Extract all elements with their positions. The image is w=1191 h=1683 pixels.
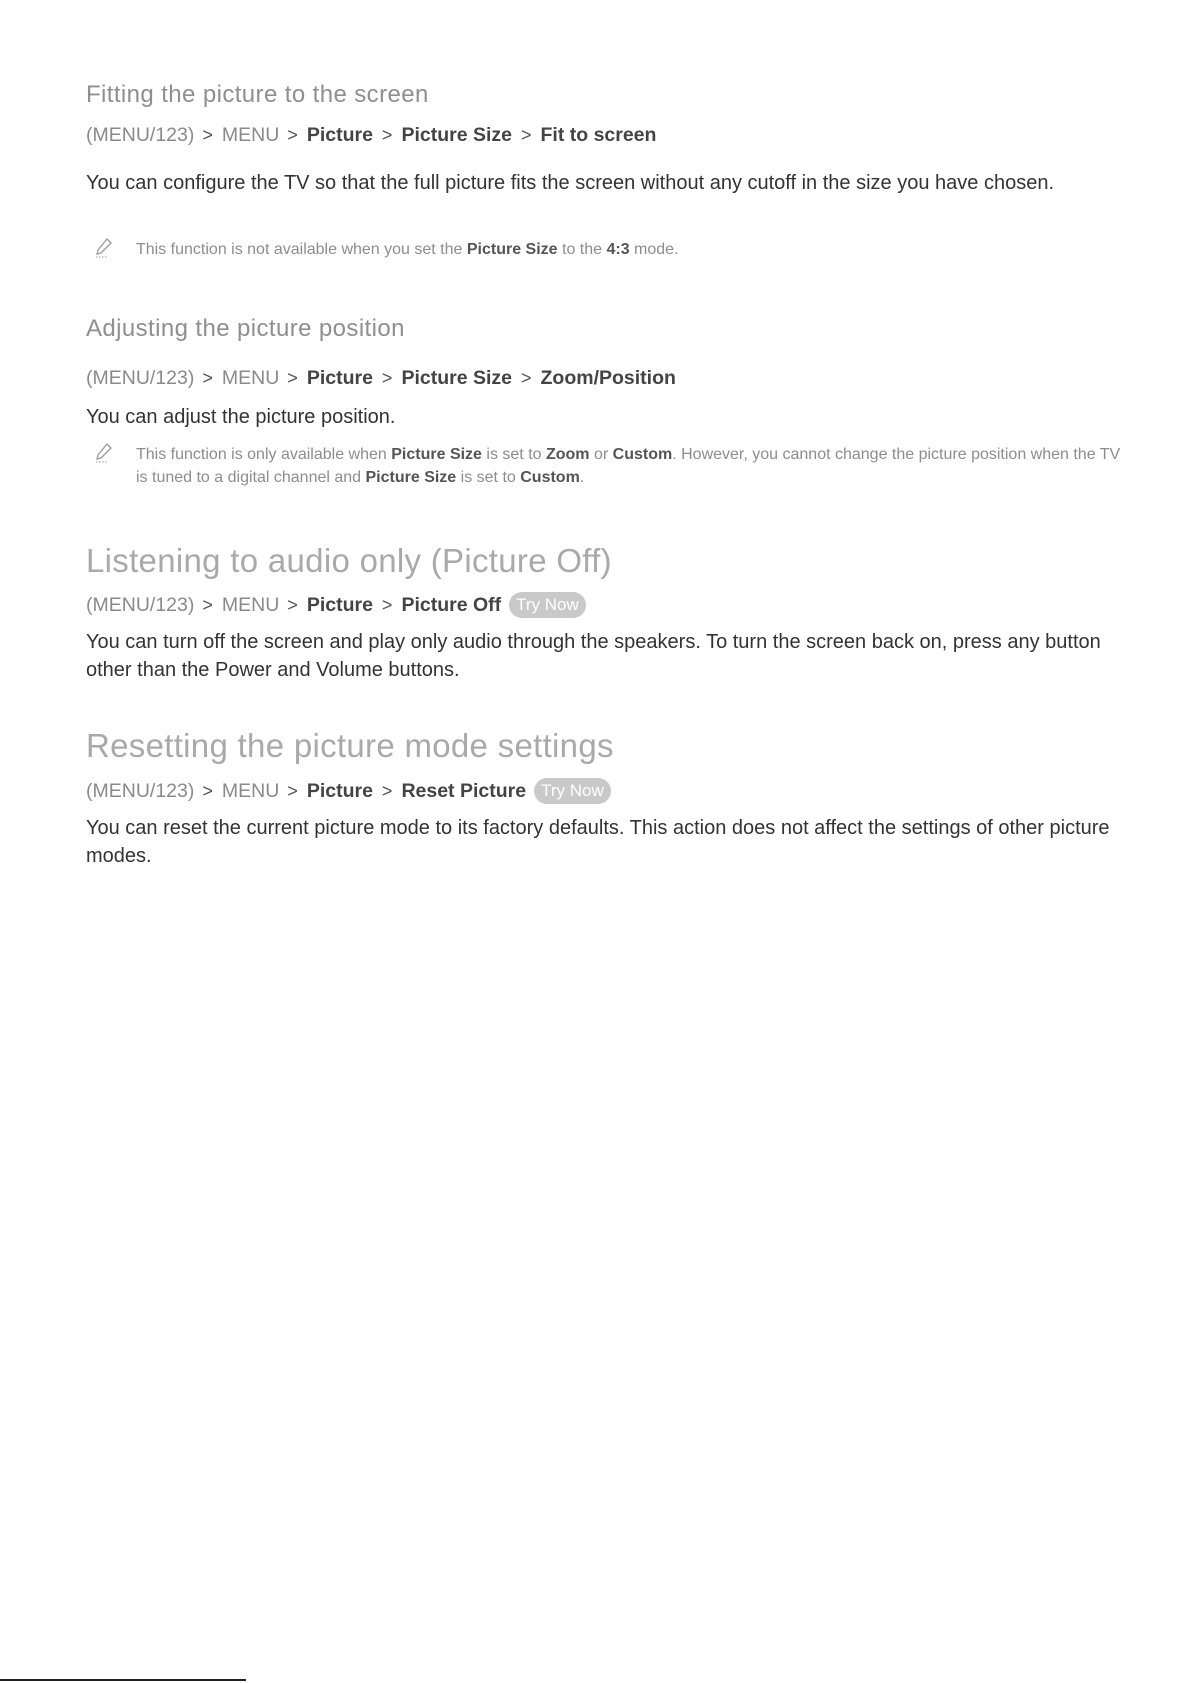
path-separator: > xyxy=(202,125,213,145)
menu-path-root: (MENU/123) xyxy=(86,779,195,802)
path-separator: > xyxy=(202,780,213,801)
footer-rule xyxy=(0,1679,246,1681)
pencil-note-icon xyxy=(94,443,112,463)
path-separator: > xyxy=(202,594,213,615)
note xyxy=(86,238,1126,261)
menu-path-step: Zoom/Position xyxy=(540,367,676,389)
menu-path-root: (MENU/123) xyxy=(86,124,195,146)
section-body: You can configure the TV so that the full picture fits the screen without any cutoff in the size you have chosen. xyxy=(86,172,1054,194)
menu-path-root: (MENU/123) xyxy=(86,367,195,389)
pencil-note-icon xyxy=(94,238,112,258)
path-separator: > xyxy=(202,368,213,388)
section-heading: Fitting the picture to the screen xyxy=(86,81,429,108)
path-separator: > xyxy=(520,125,532,145)
section-heading: Listening to audio only (Picture Off) xyxy=(86,542,612,579)
menu-path-step: Fit to screen xyxy=(540,124,657,146)
menu-path-menu: MENU xyxy=(221,593,280,616)
try-now-button[interactable]: Try Now xyxy=(534,778,611,804)
section-body: You can turn off the screen and play only audio through the speakers. To turn the screen back on, press any button other than the Power and Volume buttons. xyxy=(86,631,1101,681)
menu-path-step: Picture xyxy=(306,124,373,146)
path-separator: > xyxy=(520,368,532,388)
path-separator: > xyxy=(287,780,298,801)
menu-path xyxy=(86,367,676,390)
menu-path-step: Picture Size xyxy=(401,124,512,146)
try-now-button[interactable]: Try Now xyxy=(509,592,586,618)
path-separator: > xyxy=(287,125,298,145)
menu-path xyxy=(86,778,611,804)
menu-path xyxy=(86,592,586,618)
path-separator: > xyxy=(381,780,393,801)
note-text: This function is only available when Picture Size is set to Zoom or Custom. However, you cannot change the picture position when the TV is tuned to a digital channel and Picture Size is set to Custom. xyxy=(136,446,1121,486)
note xyxy=(86,443,1126,489)
menu-path-step: Reset Picture xyxy=(401,779,527,802)
section-body: You can adjust the picture position. xyxy=(86,406,396,428)
menu-path-menu: MENU xyxy=(221,124,280,146)
note-text: This function is not available when you set the Picture Size to the 4:3 mode. xyxy=(136,241,679,258)
menu-path-step: Picture Size xyxy=(401,367,512,389)
menu-path-root: (MENU/123) xyxy=(86,593,195,616)
menu-path-menu: MENU xyxy=(221,779,280,802)
section-heading: Resetting the picture mode settings xyxy=(86,727,614,764)
section-body: You can reset the current picture mode to its factory defaults. This action does not affect the settings of other picture modes. xyxy=(86,817,1110,867)
path-separator: > xyxy=(287,368,298,388)
menu-path-step: Picture xyxy=(306,367,373,389)
menu-path-step: Picture xyxy=(306,593,373,616)
path-separator: > xyxy=(381,368,393,388)
path-separator: > xyxy=(381,594,393,615)
path-separator: > xyxy=(287,594,298,615)
path-separator: > xyxy=(381,125,393,145)
menu-path-step: Picture xyxy=(306,779,373,802)
menu-path xyxy=(86,124,656,147)
menu-path-menu: MENU xyxy=(221,367,280,389)
section-heading: Adjusting the picture position xyxy=(86,315,405,342)
menu-path-step: Picture Off xyxy=(401,593,502,616)
